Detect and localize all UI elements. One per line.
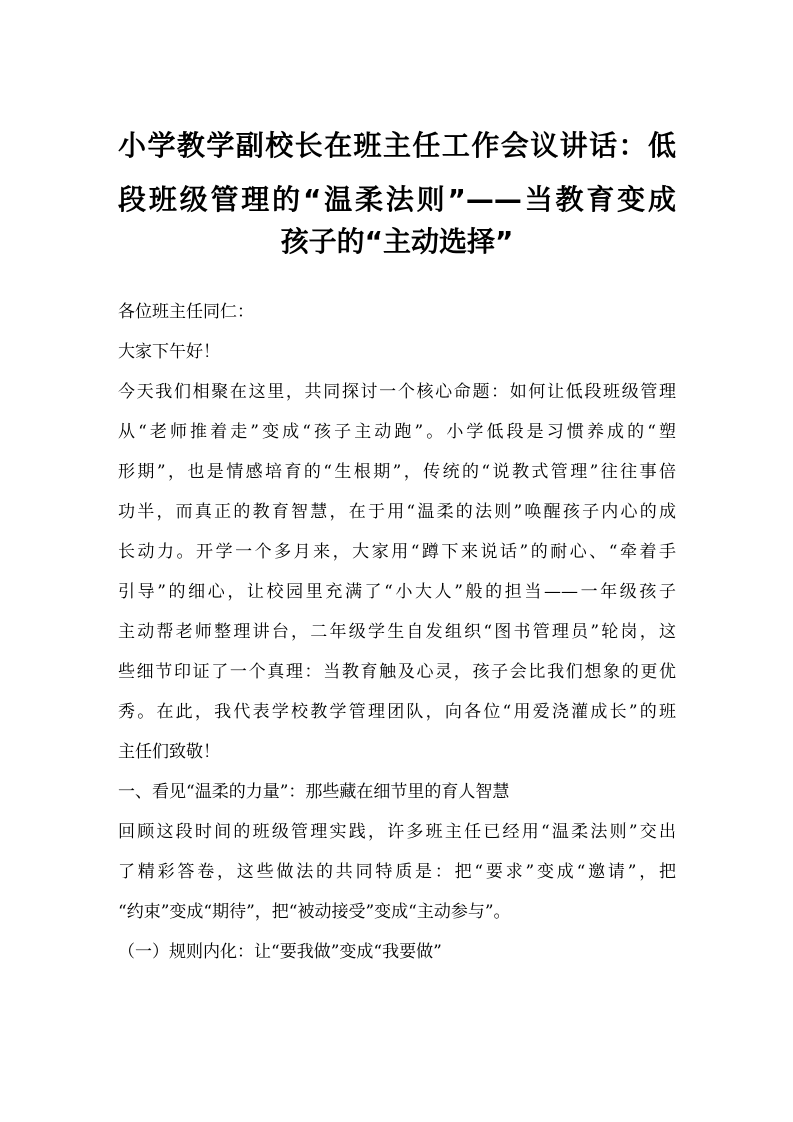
document-title-line-2: 段班级管理的“温柔法则”——当教育变成 [118, 183, 676, 216]
document-title-line-1: 小学教学副校长在班主任工作会议讲话：低 [118, 129, 676, 162]
body-line-intro-10: 主任们致敬！ [118, 742, 220, 762]
body-line-section1-2: 了精彩答卷，这些做法的共同特质是：把“要求”变成“邀请”，把 [118, 862, 676, 882]
body-line-intro-5: 长动力。开学一个多月来，大家用“蹲下来说话”的耐心、“牵着手 [118, 542, 676, 562]
subsection-heading-1: （一）规则内化：让“要我做”变成“我要做” [118, 942, 442, 962]
greeting: 大家下午好！ [118, 342, 220, 362]
body-line-intro-2: 从“老师推着走”变成“孩子主动跑”。小学低段是习惯养成的“塑 [118, 422, 676, 442]
salutation: 各位班主任同仁： [118, 302, 254, 322]
body-line-intro-7: 主动帮老师整理讲台，二年级学生自发组织“图书管理员”轮岗，这 [118, 622, 676, 642]
body-line-intro-8: 些细节印证了一个真理：当教育触及心灵，孩子会比我们想象的更优 [118, 662, 676, 682]
body-line-intro-1: 今天我们相聚在这里，共同探讨一个核心命题：如何让低段班级管理 [118, 382, 676, 402]
document-title-line-3: 孩子的“主动选择” [280, 225, 514, 258]
body-line-section1-1: 回顾这段时间的班级管理实践，许多班主任已经用“温柔法则”交出 [118, 822, 676, 842]
body-line-intro-3: 形期”，也是情感培育的“生根期”，传统的“说教式管理”往往事倍 [118, 462, 676, 482]
body-line-intro-6: 引导”的细心，让校园里充满了“小大人”般的担当——一年级孩子 [118, 582, 676, 602]
body-line-intro-9: 秀。在此，我代表学校教学管理团队，向各位“用爱浇灌成长”的班 [118, 702, 676, 722]
body-line-section1-3: “约束”变成“期待”，把“被动接受”变成“主动参与”。 [118, 902, 511, 922]
body-line-intro-4: 功半，而真正的教育智慧，在于用“温柔的法则”唤醒孩子内心的成 [118, 502, 676, 522]
section-heading-1: 一、看见“温柔的力量”：那些藏在细节里的育人智慧 [118, 782, 510, 802]
